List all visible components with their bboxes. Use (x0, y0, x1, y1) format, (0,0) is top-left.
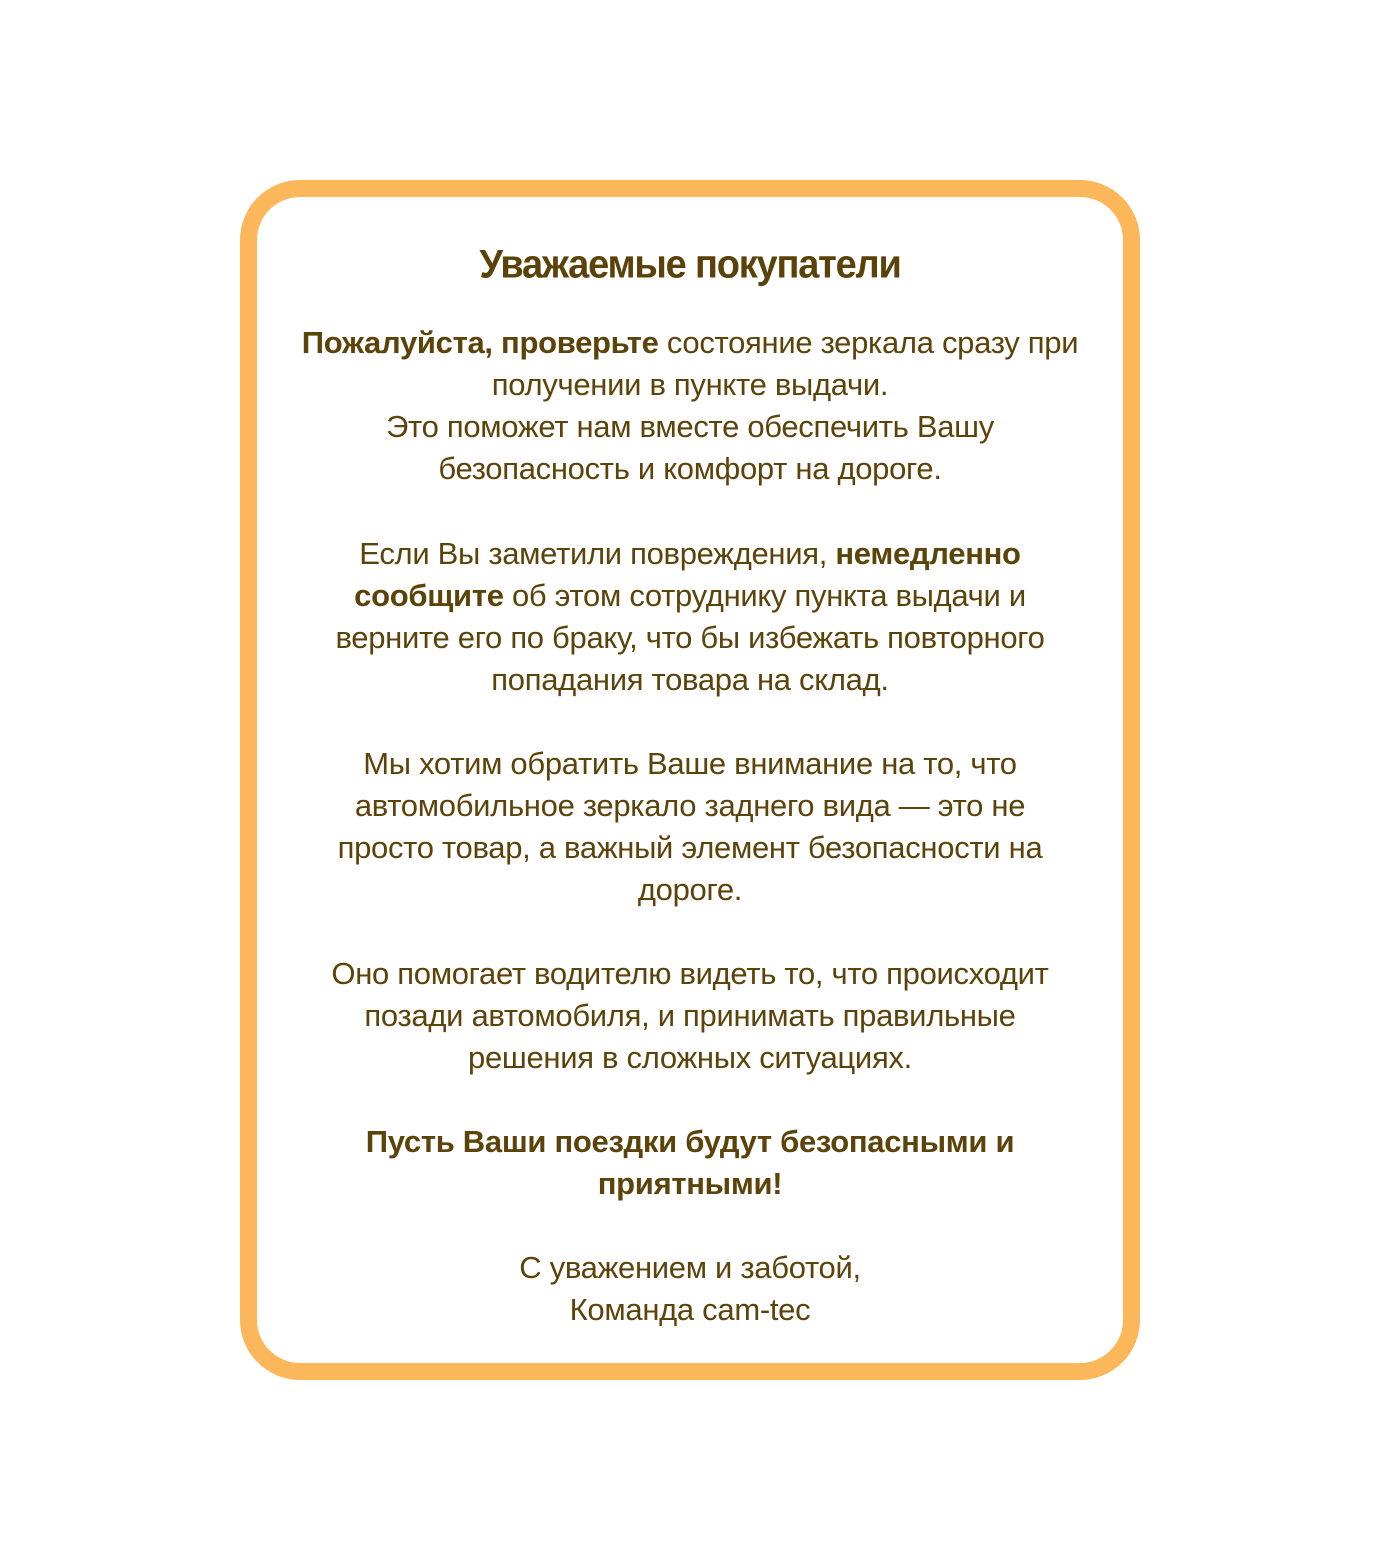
paragraph-line: верните его по браку, что бы избежать повторного (335, 620, 1045, 655)
paragraph-damage-report (257, 533, 1123, 701)
paragraph-line (257, 533, 1123, 575)
paragraph-line: получении в пункте выдачи. (491, 367, 889, 402)
paragraph-line: безопасность и комфорт на дороге. (438, 451, 942, 486)
notice-card (240, 180, 1140, 1380)
paragraph-line: Оно помогает водителю видеть то, что происходит (331, 956, 1049, 991)
paragraph-line: приятными! (597, 1166, 783, 1201)
line-text: об этом сотруднику пункта выдачи и (503, 578, 1026, 613)
bold-lead-text: Пожалуйста, проверьте (301, 325, 659, 360)
paragraph-line (257, 575, 1123, 617)
paragraph-line: Мы хотим обратить Ваше внимание на то, что (363, 746, 1017, 781)
paragraph-line: позади автомобиля, и принимать правильные (364, 998, 1016, 1033)
paragraph-line: просто товар, а важный элемент безопасности на (337, 830, 1043, 865)
paragraph-mirror-importance (257, 743, 1123, 911)
card-title: Уважаемые покупатели (479, 242, 901, 288)
paragraph-line: дороге. (637, 872, 743, 907)
line-text: состояние зеркала сразу при (658, 325, 1079, 360)
signature-line: С уважением и заботой, (519, 1250, 861, 1285)
line-text: Если Вы заметили повреждения, (359, 536, 836, 571)
signature (257, 1247, 1123, 1331)
paragraph-line (257, 322, 1123, 364)
paragraph-check-mirror (257, 322, 1123, 490)
bold-text: немедленно (835, 536, 1021, 571)
paragraph-line: попадания товара на склад. (491, 662, 889, 697)
paragraph-line: автомобильное зеркало заднего вида — это не (354, 788, 1026, 823)
bold-text: сообщите (354, 578, 504, 613)
paragraph-mirror-purpose (257, 953, 1123, 1079)
paragraph-line: Пусть Ваши поездки будут безопасными и (365, 1124, 1015, 1159)
paragraph-line: решения в сложных ситуациях. (468, 1040, 912, 1075)
paragraph-line: Это поможет нам вместе обеспечить Вашу (386, 409, 994, 444)
signature-team: Команда cam-tec (569, 1292, 811, 1327)
paragraph-wishes (257, 1121, 1123, 1205)
